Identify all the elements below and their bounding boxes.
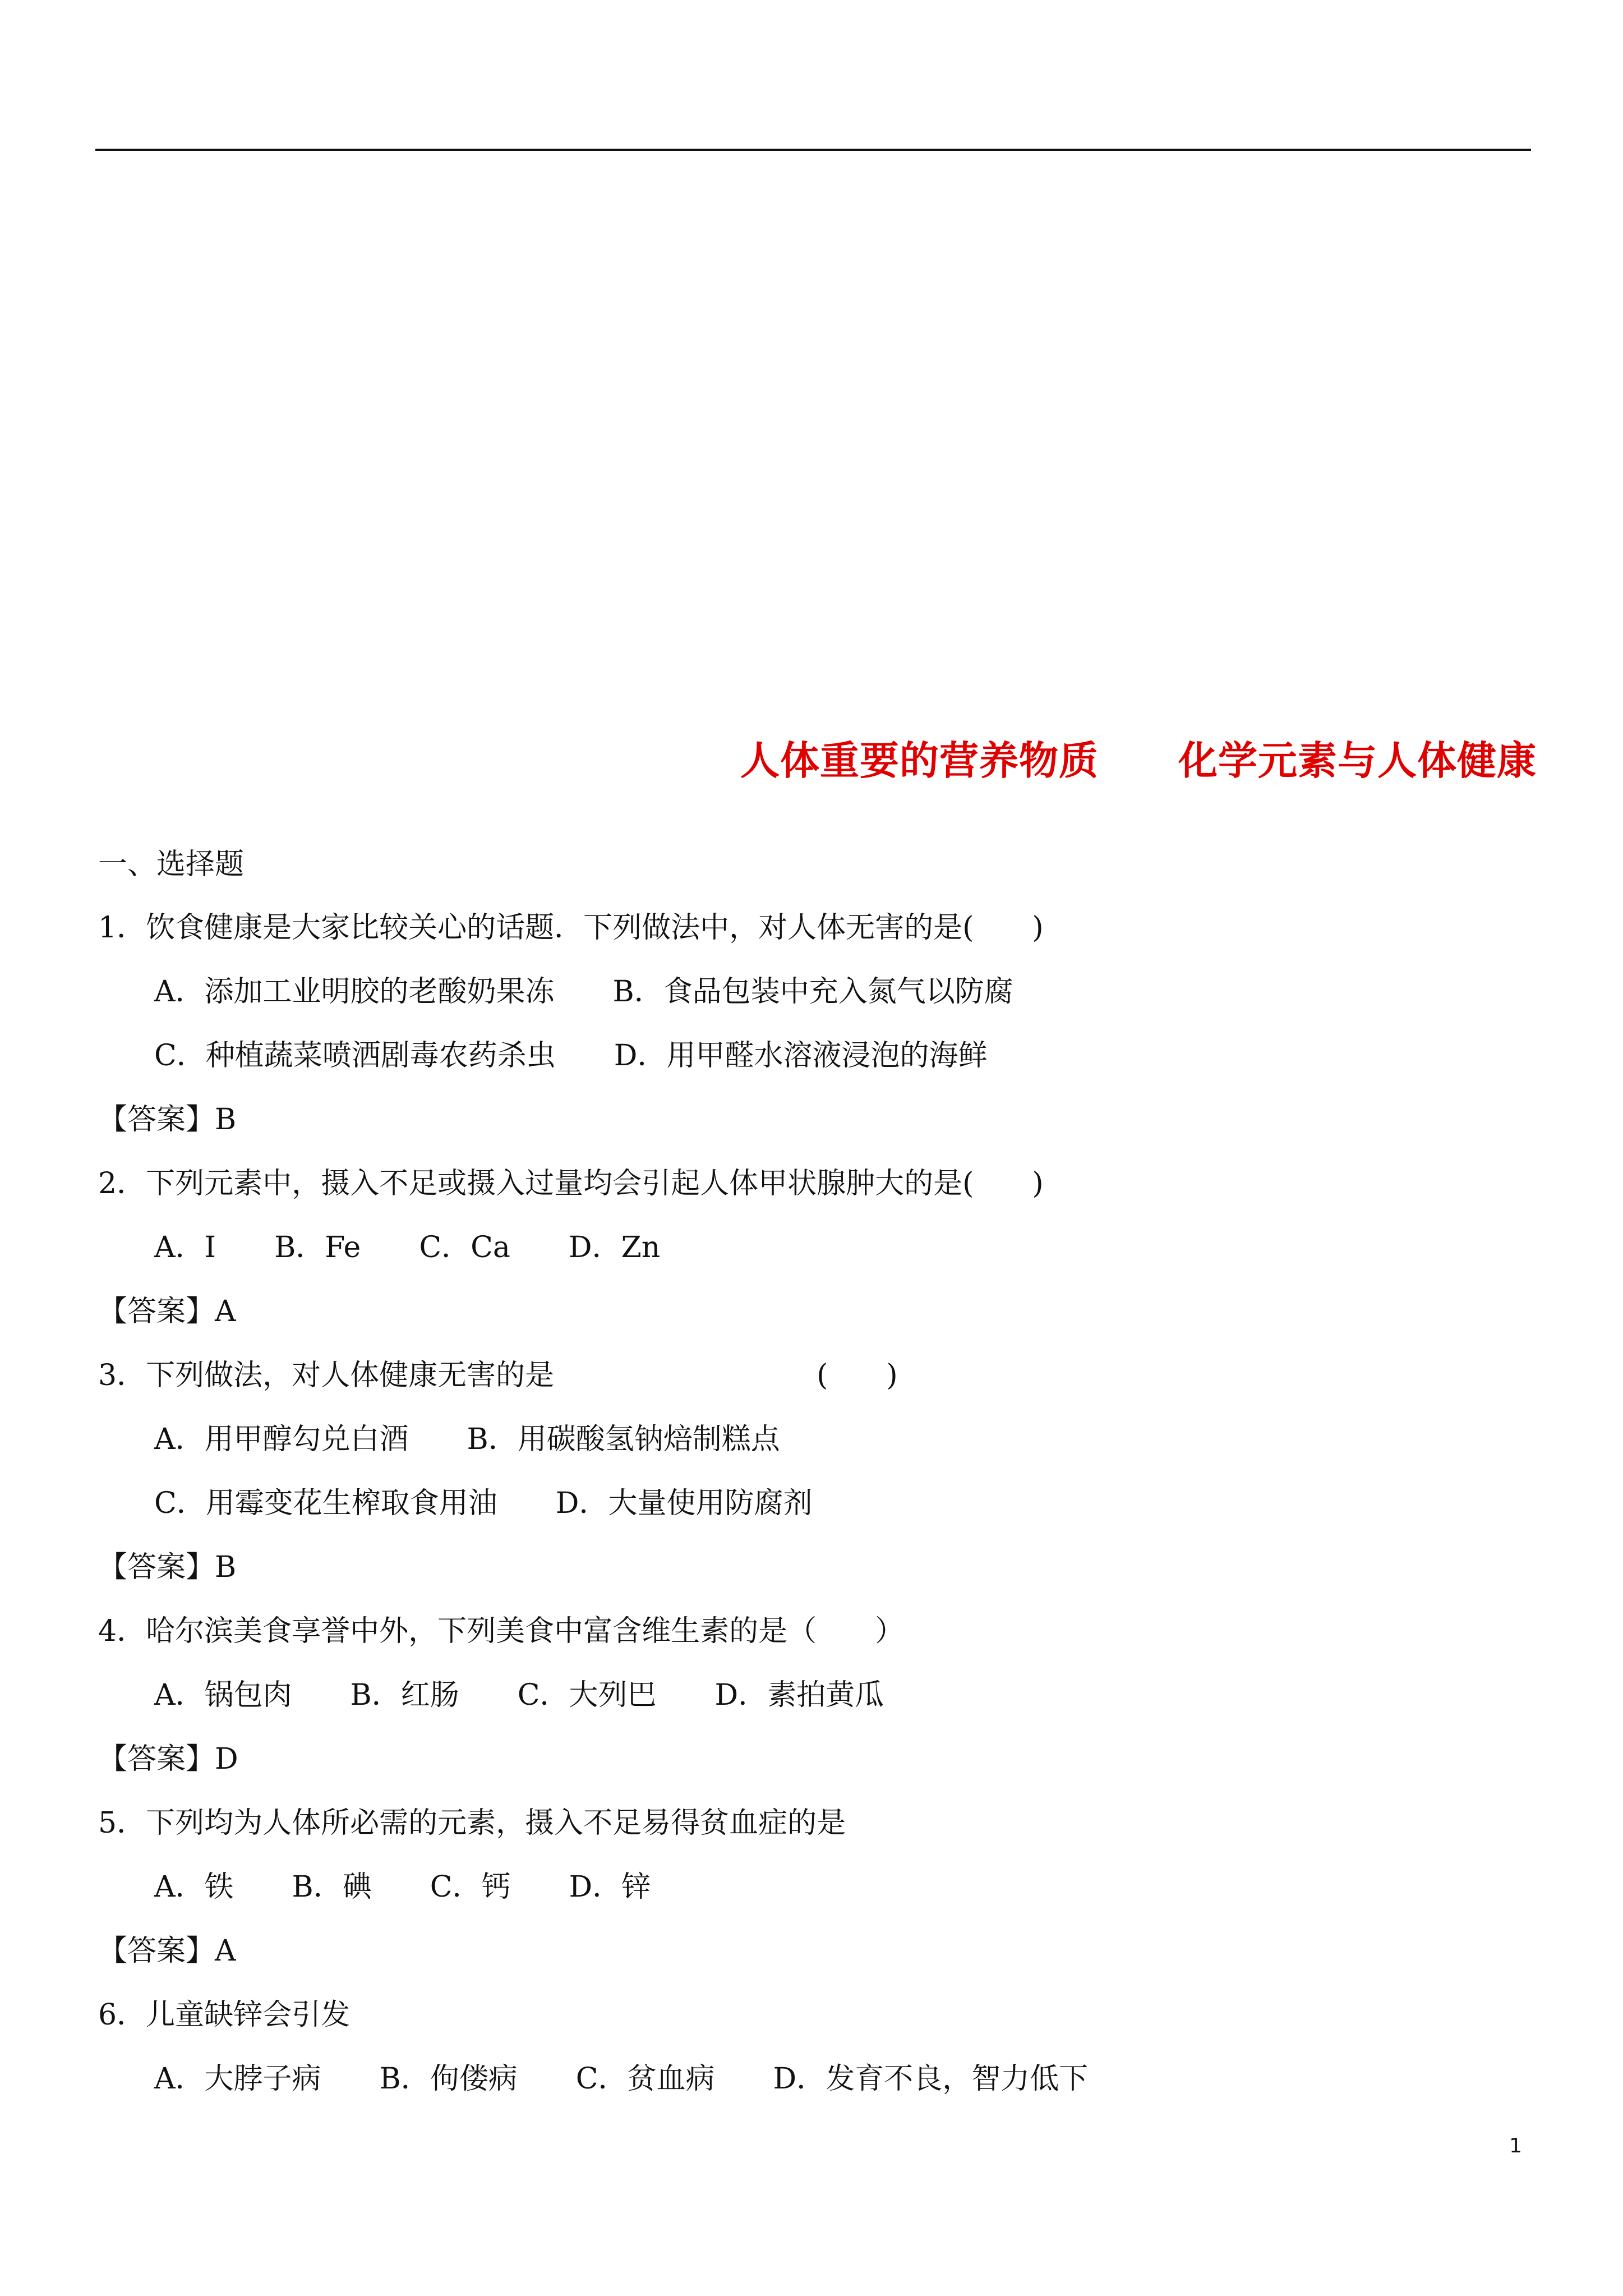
question-5-options-row-1: A．铁 B．碘 C．钙 D．锌	[154, 1870, 651, 1904]
question-3-options-row-1: A．用甲醇勾兑白酒 B．用碳酸氢钠焙制糕点	[154, 1423, 780, 1456]
header-rule	[95, 149, 1531, 151]
question-2-stem: 2．下列元素中，摄入不足或摄入过量均会引起人体甲状腺肿大的是( )	[98, 1167, 1044, 1200]
section-heading: 一、选择题	[98, 848, 245, 881]
question-2-answer: 【答案】A	[98, 1295, 236, 1328]
question-5-answer: 【答案】A	[98, 1934, 236, 1968]
question-4-answer: 【答案】D	[98, 1742, 238, 1776]
question-4-options-row-1: A．锅包肉 B．红肠 C．大列巴 D．素拍黄瓜	[154, 1678, 884, 1712]
question-1-stem: 1．饮食健康是大家比较关心的话题．下列做法中，对人体无害的是( )	[98, 911, 1044, 945]
question-1-answer: 【答案】B	[98, 1103, 237, 1137]
question-3-answer: 【答案】B	[98, 1550, 237, 1584]
question-6-options-row-1: A．大脖子病 B．佝偻病 C．贫血病 D．发育不良，智力低下	[154, 2062, 1089, 2096]
question-1-options-row-2: C．种植蔬菜喷洒剧毒农药杀虫 D．用甲醛水溶液浸泡的海鲜	[154, 1039, 988, 1073]
question-3-options-row-2: C．用霉变花生榨取食用油 D．大量使用防腐剂	[154, 1487, 813, 1520]
question-1-options-row-1: A．添加工业明胶的老酸奶果冻 B．食品包装中充入氮气以防腐	[154, 975, 1013, 1009]
document-title: 人体重要的营养物质 化学元素与人体健康	[740, 737, 1537, 784]
question-6-stem: 6．儿童缺锌会引发	[98, 1998, 351, 2032]
page-number: 1	[1509, 2134, 1522, 2157]
question-2-options-row-1: A．I B．Fe C．Ca D．Zn	[154, 1231, 661, 1264]
question-4-stem: 4．哈尔滨美食享誉中外，下列美食中富含维生素的是（ ）	[98, 1614, 905, 1648]
question-3-stem: 3．下列做法，对人体健康无害的是 ( )	[98, 1359, 898, 1392]
question-5-stem: 5．下列均为人体所必需的元素，摄入不足易得贫血症的是	[98, 1806, 846, 1840]
